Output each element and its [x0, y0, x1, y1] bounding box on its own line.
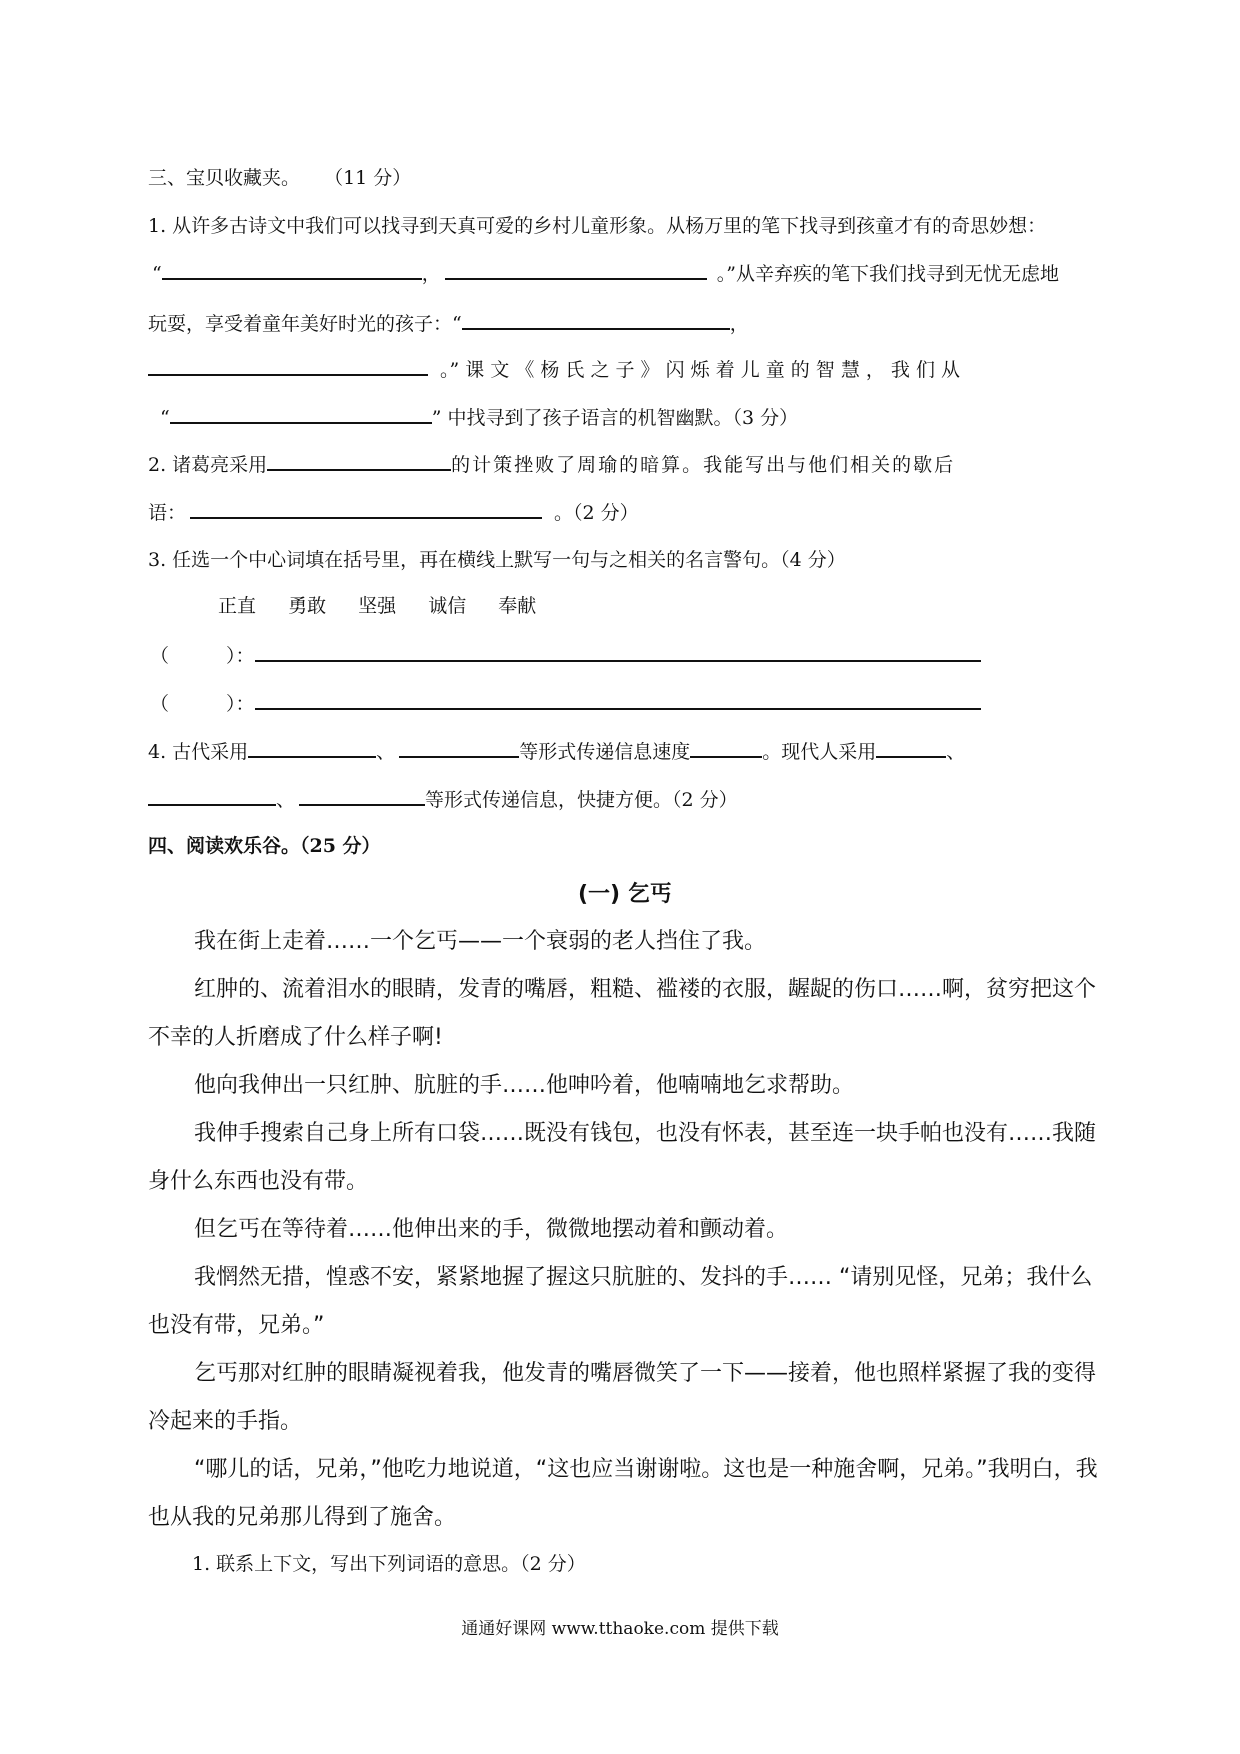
q2-line1 [148, 451, 955, 477]
q4-blank-3[interactable] [690, 738, 762, 758]
q1-line2-text: 。”从辛弃疾的笔下我们找寻到无忧无虑地 [716, 263, 1059, 285]
word-option: 正直 [218, 595, 257, 617]
passage-paragraph: 乞丐那对红肿的眼睛凝视着我，他发青的嘴唇微笑了一下——接着，他也照样紧握了我的变得冷起来的手指。 [148, 1361, 1097, 1434]
q1-blank-1[interactable] [162, 260, 422, 280]
q1-line4-text: 。” 课 文 《 杨 氏 之 子 》 闪 烁 着 儿 童 的 智 慧 ， 我 们 从 [440, 359, 961, 381]
q3-bracket: （ ）： [150, 645, 255, 667]
separator: 、 [946, 741, 966, 763]
q1-blank-4[interactable] [148, 356, 428, 376]
section3-heading [148, 166, 411, 190]
q2-text-c: 语： [148, 502, 187, 524]
q1-blank-2[interactable] [445, 260, 707, 280]
passage-paragraph: 但乞丐在等待着……他伸出来的手，微微地摆动着和颤动着。 [194, 1217, 789, 1242]
passage-paragraph: 我惘然无措，惶惑不安，紧紧地握了握这只肮脏的、发抖的手…… “请别见怪，兄弟；我什么也没有带，兄弟。” [148, 1265, 1093, 1338]
word-option: 勇敢 [288, 595, 327, 617]
q3-word-list [218, 594, 536, 618]
q4-text-a: 4. 古代采用 [148, 741, 249, 763]
passage-paragraph: 红肿的、流着泪水的眼睛，发青的嘴唇，粗糙、褴褛的衣服，龌龊的伤口……啊，贫穷把这个不幸的人折磨成了什么样子啊! [148, 977, 1097, 1050]
passage-paragraph: 我伸手搜索自己身上所有口袋……既没有钱包，也没有怀表，甚至连一块手帕也没有……我随身什么东西也没有带。 [148, 1121, 1097, 1194]
q4-line1 [148, 738, 965, 764]
q3-row-1 [150, 642, 981, 668]
passage-paragraph: 我在街上走着……一个乞丐——一个衰弱的老人挡住了我。 [194, 929, 767, 954]
q3-prompt: 3. 任选一个中心词填在括号里，再在横线上默写一句与之相关的名言警句。（4 分） [148, 549, 846, 571]
page-footer: 通通好课网 www.tthaoke.com 提供下载 [461, 1619, 779, 1639]
section4-heading: 四、阅读欢乐谷。（25 分） [148, 835, 381, 857]
q3-row-2 [150, 690, 981, 716]
q4-text-b: 等形式传递信息速度 [519, 741, 691, 763]
q4-blank-5[interactable] [148, 786, 276, 806]
q4-text-d: 等形式传递信息，快捷方便。（2 分） [425, 789, 738, 811]
q1-line3 [148, 310, 749, 336]
q1-line5 [160, 404, 798, 430]
q1-blank-3[interactable] [462, 310, 730, 330]
q4-line2 [148, 786, 738, 812]
comma: ， [421, 263, 441, 285]
q2-text-b: 的计策挫败了周瑜的暗算。我能写出与他们相关的歇后 [451, 454, 956, 476]
q1-line1: 1. 从许多古诗文中我们可以找寻到天真可爱的乡村儿童形象。从杨万里的笔下找寻到孩童才有的奇思妙想： [148, 215, 1047, 237]
q2-blank-1[interactable] [267, 451, 451, 471]
separator: 、 [376, 741, 396, 763]
separator: 、 [276, 789, 296, 811]
quote-open: “ [152, 263, 162, 285]
passage-paragraph: “哪儿的话，兄弟，”他吃力地说道，“这也应当谢谢啦。这也是一种施舍啊，兄弟。”我明白，我也从我的兄弟那儿得到了施舍。 [148, 1457, 1098, 1530]
word-option: 奉献 [498, 595, 537, 617]
q3-blank-1[interactable] [255, 642, 981, 662]
q2-points: 。（2 分） [554, 502, 639, 524]
q4-blank-1[interactable] [248, 738, 376, 758]
q3-blank-2[interactable] [255, 690, 981, 710]
comma: ， [729, 313, 749, 335]
q2-line2 [148, 499, 639, 525]
passage-paragraph: 他向我伸出一只红肿、肮脏的手……他呻吟着，他喃喃地乞求帮助。 [194, 1073, 855, 1098]
section3-title: 三、宝贝收藏夹。 [148, 167, 301, 189]
q1-line3-text: 玩耍，享受着童年美好时光的孩子：“ [148, 313, 462, 335]
q3-bracket: （ ）： [150, 693, 255, 715]
q4-text-c: 。现代人采用 [762, 741, 877, 763]
q1-line5-text: ” 中找寻到了孩子语言的机智幽默。（3 分） [431, 407, 799, 429]
q1-line4 [148, 356, 960, 382]
section4-q1: 1. 联系上下文，写出下列词语的意思。（2 分） [192, 1553, 586, 1575]
section3-points: （11 分） [324, 167, 412, 189]
quote-open: “ [160, 407, 170, 429]
q4-blank-4[interactable] [876, 738, 946, 758]
q2-text-a: 2. 诸葛亮采用 [148, 454, 268, 476]
q1-blank-5[interactable] [170, 404, 432, 424]
q2-blank-2[interactable] [190, 499, 542, 519]
q4-blank-6[interactable] [299, 786, 425, 806]
q1-line2 [152, 260, 1059, 286]
passage-title: (一) 乞丐 [578, 882, 672, 907]
word-option: 诚信 [428, 595, 467, 617]
q4-blank-2[interactable] [399, 738, 519, 758]
word-option: 坚强 [358, 595, 397, 617]
